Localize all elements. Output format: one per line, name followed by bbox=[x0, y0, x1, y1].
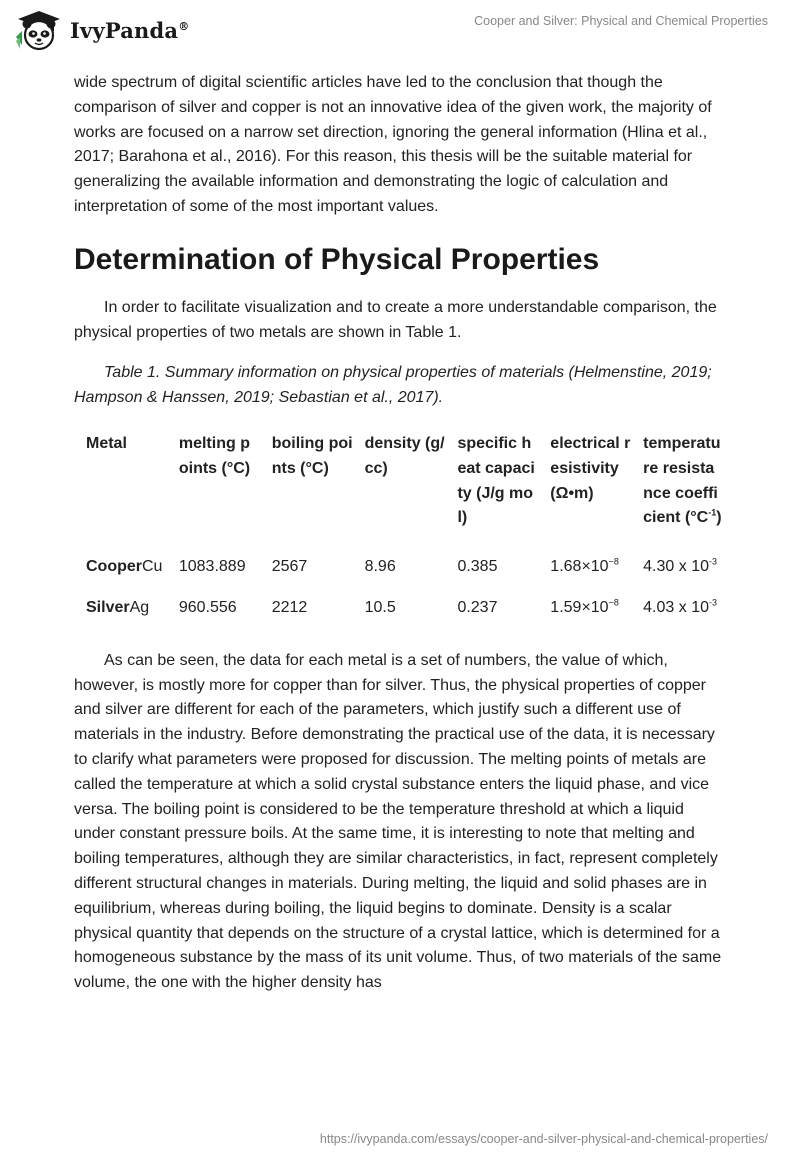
table-cell: 1083.889 bbox=[178, 558, 246, 576]
table-cell: $1.59\times 10^{-8}$ bbox=[550, 597, 619, 616]
source-url[interactable]: https://ivypanda.com/essays/cooper-and-silver-physical-and-chemical-properties/ bbox=[319, 1132, 768, 1146]
page-header bbox=[0, 0, 800, 60]
panda-graduate-icon bbox=[14, 9, 64, 51]
column-header: Metal bbox=[86, 434, 127, 452]
brand-logo[interactable] bbox=[14, 9, 189, 51]
table-row bbox=[74, 596, 724, 637]
column-header: specific heat capacity (J/g mol) bbox=[457, 434, 535, 527]
table-header-row bbox=[74, 425, 724, 555]
table-cell: 2567 bbox=[271, 558, 308, 576]
section-heading: Determination of Physical Properties bbox=[74, 242, 600, 276]
table-cell: $1.68\times 10^{-8}$ bbox=[550, 556, 619, 576]
metal-cell: SilverAg bbox=[86, 598, 150, 616]
document-body bbox=[74, 71, 724, 996]
column-header: electrical resistivity (Ω•m) bbox=[550, 434, 631, 502]
table-cell: 4.30 x $10^{-3}$ bbox=[643, 556, 717, 576]
table-cell: 4.03 x $10^{-3}$ bbox=[643, 597, 717, 616]
table-row bbox=[74, 555, 724, 596]
properties-table bbox=[74, 425, 724, 637]
intro-paragraph: wide spectrum of digital scientific articles have led to the conclusion that though the comparison of silver and copper is not an innovative idea of the given work, the majority of works are focused on a narrow set direction, ignoring the general information (Hlina et al., 2017; Barahona et al., 2016). For this reason, this thesis will be the suitable material for generalizing the available information and demonstrating the logic of calculation and interpretation of some of the most important values. bbox=[74, 74, 712, 215]
table-cell: 0.385 bbox=[457, 558, 498, 576]
table-cell: 960.556 bbox=[178, 598, 237, 616]
table-cell: 2212 bbox=[271, 598, 308, 616]
table-cell: 8.96 bbox=[364, 558, 396, 576]
document-title: Cooper and Silver: Physical and Chemical Properties bbox=[474, 14, 768, 28]
table-cell: 0.237 bbox=[457, 598, 498, 616]
lead-paragraph: In order to facilitate visualization and to create a more understandable comparison, the physical properties of two metals are shown in Table 1. bbox=[74, 298, 717, 341]
metal-cell: CooperCu bbox=[86, 558, 163, 576]
column-header: melting points (°C) bbox=[178, 434, 251, 477]
column-header: temperature resistance coefficient $(^\circ C^{-1})$ bbox=[643, 434, 722, 527]
table-caption: Table 1. Summary information on physical properties of materials (Helmenstine, 2019; Hampson & Hanssen, 2019; Sebastian et al., 2017). bbox=[74, 364, 712, 407]
brand-name: IvyPanda® bbox=[70, 17, 190, 43]
table-cell: 10.5 bbox=[364, 598, 396, 616]
body-paragraph: As can be seen, the data for each metal is a set of numbers, the value of which, however, is mostly more for copper than for silver. Thus, the physical properties of copper and silver are different for each of the parameters, which justify such a different use of materials in the industry. Before demonstrating the practical use of the data, it is necessary to clarify what parameters were proposed for discussion. The melting points of metals are called the temperature at which a solid crystal substance enters the liquid phase, and vice versa. The boiling point is considered to be the temperature threshold at which a liquid under constant pressure boils. At the same time, it is interesting to note that melting and boiling temperatures, although they are similar characteristics, in fact, represent completely different structural changes in materials. During melting, the liquid and solid phases are in equilibrium, whereas during boiling, the liquid begins to dominate. Density is a scalar physical quantity that depends on the structure of a crystal lattice, which is determined for a homogeneous substance by the mass of its unit volume. Thus, of two materials of the same volume, the one with the higher density has bbox=[74, 651, 722, 992]
column-header: boiling points (°C) bbox=[271, 434, 353, 477]
column-header: density (g/cc) bbox=[364, 434, 445, 477]
